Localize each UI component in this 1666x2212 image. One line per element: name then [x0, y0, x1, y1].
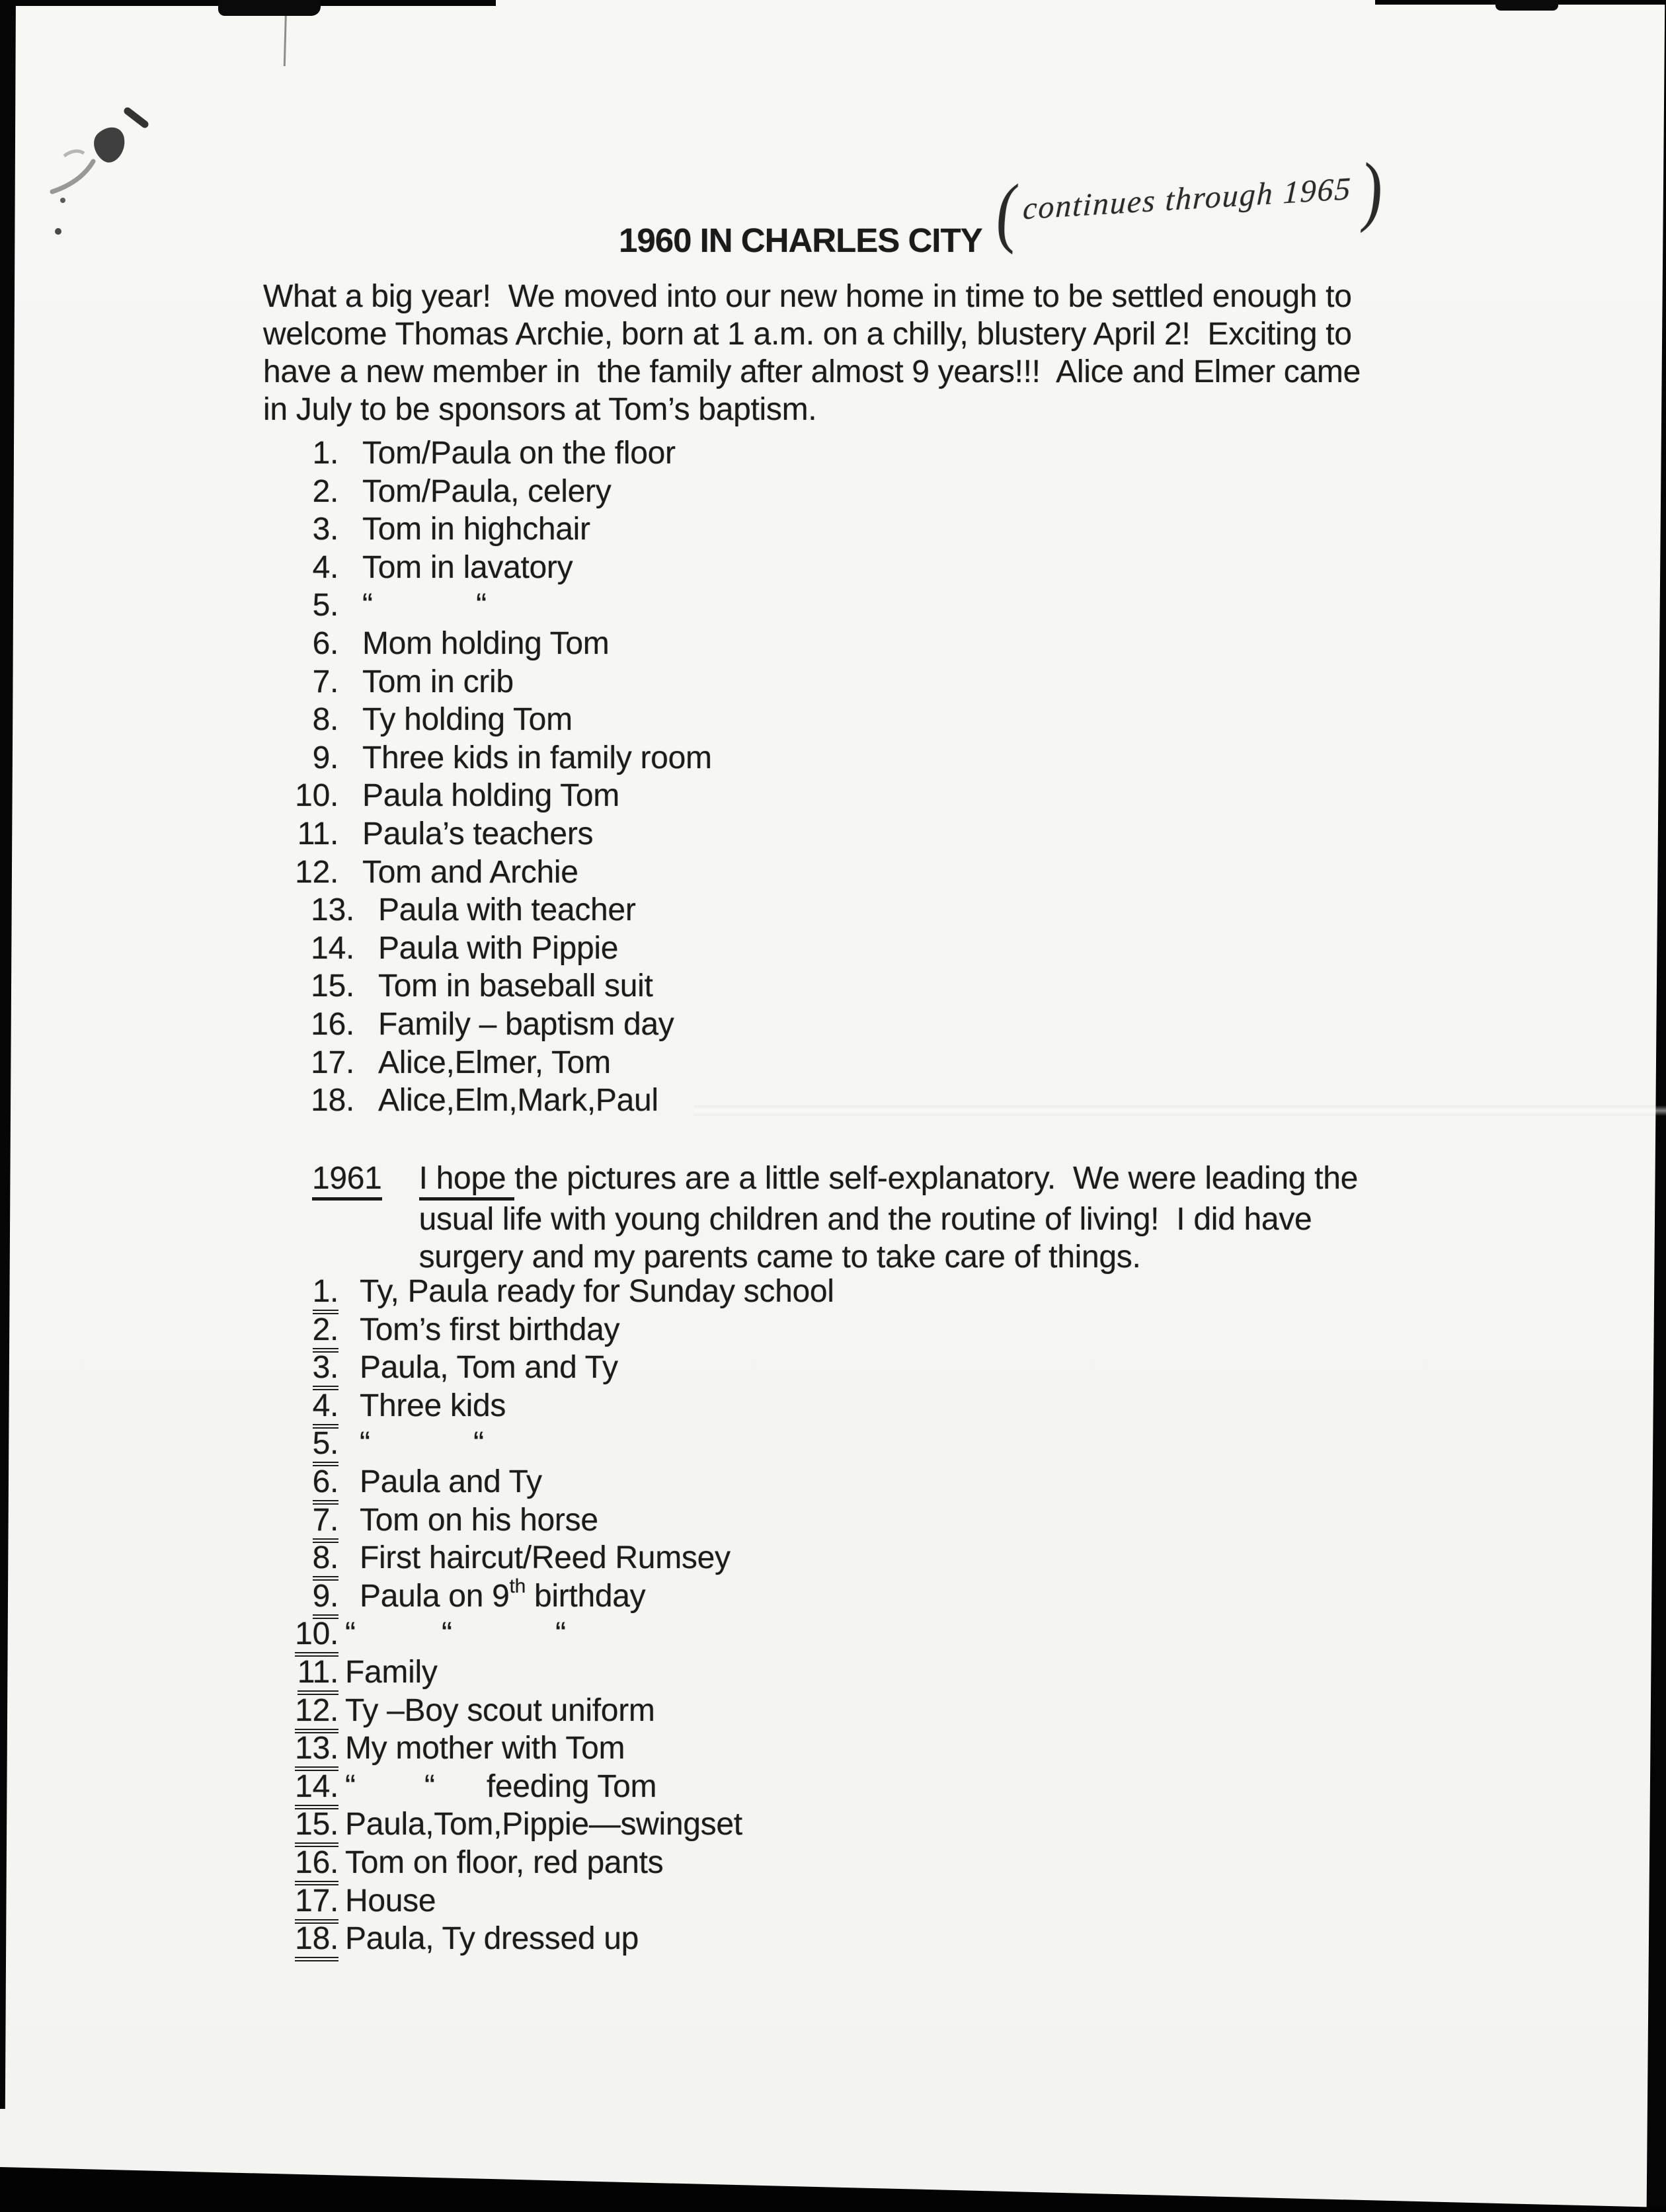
- item-number: 11.: [297, 816, 338, 851]
- item-number: 14.: [311, 930, 354, 966]
- photo-list-1961: [263, 1273, 834, 1959]
- item-text: Family: [345, 1654, 438, 1690]
- item-text: Tom on floor, red pants: [345, 1844, 664, 1880]
- item-number: 17.: [263, 1883, 338, 1924]
- item-text: Tom in baseball suit: [378, 968, 653, 1004]
- list-item: [263, 1616, 834, 1654]
- item-number: 8.: [263, 1540, 338, 1581]
- handwritten-note: [992, 145, 1385, 256]
- list-item: [263, 664, 712, 702]
- list-item: [263, 1575, 834, 1616]
- list-item: [263, 1692, 834, 1731]
- item-text: Paula with teacher: [378, 892, 636, 928]
- item-number: 14.: [263, 1768, 338, 1809]
- item-number: 15.: [311, 968, 354, 1004]
- list-item: [279, 968, 712, 1006]
- list-item: [263, 1349, 834, 1388]
- list-item: [263, 1540, 834, 1578]
- item-number: 18.: [263, 1920, 338, 1961]
- list-item: [263, 1883, 834, 1921]
- item-text: Ty holding Tom: [362, 702, 573, 738]
- ink-smudge: [30, 93, 169, 245]
- scanner-edge-bottom: [0, 2155, 1666, 2212]
- item-number: 9.: [312, 740, 338, 775]
- photo-list-1960: [263, 435, 712, 1121]
- item-number: 15.: [263, 1806, 338, 1847]
- list-item: [263, 1920, 834, 1959]
- list-item: [263, 1388, 834, 1426]
- year-label-1961: 1961: [312, 1160, 382, 1201]
- item-text: Tom/Paula, celery: [362, 473, 612, 509]
- list-item: [279, 1082, 712, 1121]
- list-item: [263, 1502, 834, 1540]
- item-text: “ “ “: [345, 1616, 566, 1652]
- list-item: [263, 854, 712, 892]
- handwritten-close-paren: ): [1358, 145, 1385, 233]
- item-number: 2.: [312, 473, 338, 509]
- item-number: 6.: [263, 1464, 338, 1505]
- item-number: 17.: [311, 1045, 354, 1080]
- paragraph-line: have a new member in the family after almost 9 years!!! Alice and Elmer came: [263, 354, 1361, 389]
- list-item: [263, 816, 712, 854]
- paragraph-line: usual life with young children and the routine of living! I did have: [418, 1202, 1312, 1237]
- list-item: [263, 1768, 834, 1807]
- item-number: 10.: [295, 778, 338, 814]
- list-item: [263, 549, 712, 588]
- list-item: [279, 1045, 712, 1083]
- section-heading-1961: [312, 1160, 1358, 1276]
- item-text: “ “: [362, 588, 487, 623]
- list-item: [263, 1312, 834, 1350]
- list-item: [263, 473, 712, 512]
- item-text: Paula with Pippie: [378, 930, 619, 966]
- item-text: Tom/Paula on the floor: [362, 436, 676, 471]
- list-item: [263, 1654, 834, 1692]
- list-item: [263, 701, 712, 740]
- item-text: Family – baptism day: [378, 1006, 674, 1042]
- item-number: 9.: [263, 1578, 338, 1619]
- list-item: [263, 435, 712, 473]
- item-number: 13.: [311, 892, 354, 928]
- item-text: Tom and Archie: [362, 854, 578, 890]
- item-text: Three kids: [360, 1388, 506, 1423]
- list-item: [263, 1844, 834, 1883]
- item-number: 1.: [263, 1273, 338, 1314]
- list-item: [263, 777, 712, 816]
- scanner-edge-left: [0, 0, 17, 2109]
- item-number: 18.: [311, 1083, 354, 1119]
- item-number: 6.: [312, 625, 338, 661]
- item-text: Three kids in family room: [362, 740, 712, 775]
- list-item: [263, 1464, 834, 1502]
- item-number: 4.: [263, 1388, 338, 1429]
- item-number: 7.: [312, 664, 338, 699]
- item-number: 7.: [263, 1502, 338, 1543]
- item-text: “ “ feeding Tom: [345, 1768, 657, 1804]
- item-number: 16.: [263, 1844, 338, 1885]
- list-item: [279, 1006, 712, 1045]
- item-text: “ “: [360, 1426, 484, 1462]
- list-item: [263, 587, 712, 625]
- list-item: [279, 892, 712, 930]
- item-text: Paula, Ty dressed up: [345, 1921, 639, 1957]
- item-number: 3.: [312, 512, 338, 547]
- item-text: Paula on 9th birthday: [360, 1575, 646, 1614]
- item-number: 16.: [311, 1006, 354, 1042]
- item-number: 5.: [312, 588, 338, 623]
- list-item: [263, 740, 712, 778]
- item-text: Tom in highchair: [362, 512, 590, 547]
- item-text: Tom’s first birthday: [360, 1312, 620, 1347]
- scanner-edge-top-right-mark: [1495, 0, 1558, 11]
- item-text: Ty, Paula ready for Sunday school: [360, 1274, 834, 1309]
- paragraph-line: [419, 1160, 1358, 1201]
- item-number: 8.: [312, 702, 338, 738]
- item-text: Alice,Elm,Mark,Paul: [378, 1083, 658, 1119]
- item-number: 2.: [263, 1312, 338, 1353]
- item-text: Tom in crib: [362, 664, 514, 699]
- item-text: First haircut/Reed Rumsey: [360, 1540, 731, 1576]
- item-text: Alice,Elmer, Tom: [378, 1045, 611, 1080]
- list-item: [263, 1806, 834, 1844]
- list-item: [279, 930, 712, 968]
- item-text: Paula holding Tom: [362, 778, 619, 814]
- paragraph-text: the pictures are a little self-explanatory. We were leading the: [514, 1161, 1358, 1196]
- paper-crease: [694, 1105, 1666, 1116]
- item-number: 5.: [263, 1425, 338, 1466]
- item-text: Tom in lavatory: [362, 549, 573, 585]
- item-number: 3.: [263, 1349, 338, 1390]
- list-item: [263, 1273, 834, 1312]
- paragraph-line: What a big year! We moved into our new home in time to be settled enough to: [263, 279, 1352, 314]
- intro-paragraph-1960: [263, 278, 1361, 428]
- page-title: 1960 IN CHARLES CITY: [619, 221, 982, 260]
- item-number: 13.: [263, 1730, 338, 1771]
- handwritten-note-text: continues through 1965: [1022, 171, 1353, 227]
- item-number: 12.: [263, 1692, 338, 1733]
- item-text: Paula, Tom and Ty: [360, 1350, 618, 1386]
- item-text: Tom on his horse: [360, 1502, 598, 1538]
- item-number: 10.: [263, 1616, 338, 1657]
- list-item: [263, 1425, 834, 1464]
- scanner-edge-top-mark: [218, 0, 321, 16]
- underlined-phrase: I hope: [419, 1160, 515, 1201]
- ordinal-superscript: th: [509, 1575, 526, 1597]
- list-item: [263, 511, 712, 549]
- list-item: [263, 625, 712, 664]
- paragraph-line: in July to be sponsors at Tom’s baptism.: [263, 392, 817, 427]
- item-number: 4.: [312, 549, 338, 585]
- paragraph-line: surgery and my parents came to take care of things.: [418, 1240, 1141, 1275]
- item-text: My mother with Tom: [345, 1731, 625, 1766]
- item-text: Ty –Boy scout uniform: [345, 1692, 655, 1728]
- item-text: Mom holding Tom: [362, 625, 610, 661]
- list-item: [263, 1730, 834, 1768]
- item-number: 1.: [312, 436, 338, 471]
- intro-paragraph-1961: [419, 1160, 1358, 1276]
- handwritten-open-paren: (: [992, 168, 1019, 256]
- paragraph-line: welcome Thomas Archie, born at 1 a.m. on a chilly, blustery April 2! Exciting to: [263, 317, 1352, 352]
- item-number: 11.: [263, 1654, 338, 1695]
- item-text: Paula’s teachers: [362, 816, 594, 851]
- item-text: Paula,Tom,Pippie—swingset: [345, 1807, 742, 1842]
- item-text: Paula and Ty: [360, 1464, 542, 1499]
- item-number: 12.: [295, 854, 338, 890]
- item-text: House: [345, 1883, 436, 1918]
